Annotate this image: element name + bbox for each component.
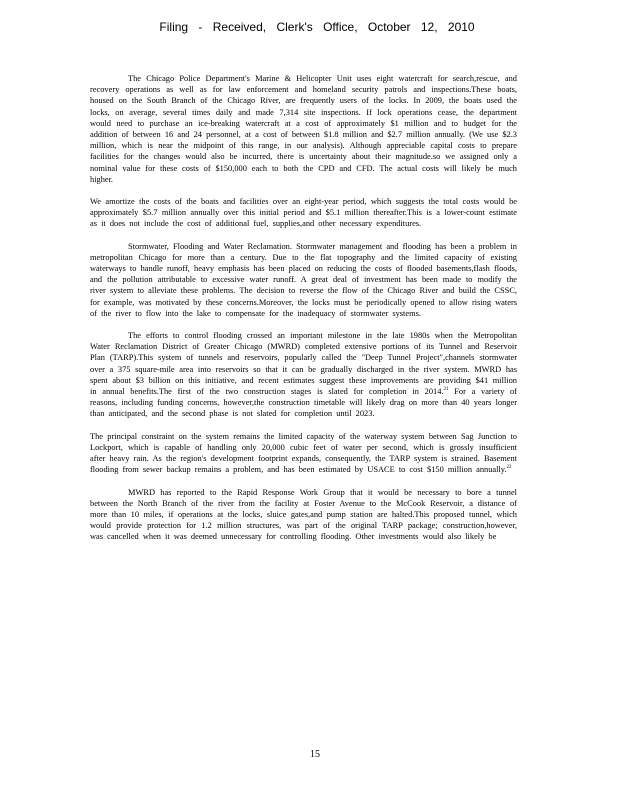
paragraph-tarp-continued: For a variety of reasons, including funding concerns, however,the construction timetable will likely drag on more than 40 years longer than anticipated, and the second phase is not slated for completion until 2023.: [90, 387, 517, 419]
document-body: [90, 73, 517, 554]
paragraph-mwrd-tunnel: MWRD has reported to the Rapid Response Work Group that it would be necessary to bore a tunnel between the North Branch of the river from the facility at Foster Avenue to the McCook Reservoir, a distance of more than 10 miles, if operations at the locks, sluice gates,and pump station are halted.This proposed tunnel, which would provide protection for 1.2 million structures, was part of the original TARP package; construction,however, was cancelled when it was deemed unnecessary for controlling flooding. Other investments would also likely be: [90, 487, 517, 542]
paragraph-stormwater: Stormwater, Flooding and Water Reclamation. Stormwater management and flooding has been a problem in metropolitan Chicago for more than a century. Due to the flat topography and the limited capacity of existing waterways to handle runoff, heavy emphasis has been placed on reducing the costs of flooded basements,flash floods, and the pollution attributable to excessive water runoff. A great deal of investment has been made to modify the river system to alleviate these problems. The decision to reverse the flow of the Chicago River and build the CSSC, for example, was motivated by these concerns.Moreover, the locks must be periodically opened to allow rising waters of the river to flow into the lake to compensate for the inadequacy of stormwater systems.: [90, 241, 517, 318]
paragraph-amortization: We amortize the costs of the boats and facilities over an eight-year period, which suggests the total costs would be approximately $5.7 million annually over this initial period and $5.1 million thereafter.This is a lower-count estimate as it does not include the cost of additional fuel, supplies,and other necessary expenditures.: [90, 197, 517, 229]
footnote-ref-21[interactable]: 21: [443, 387, 449, 393]
footnote-ref-22[interactable]: 22: [506, 465, 512, 471]
filing-header: Filing - Received, Clerk's Office, October 12, 2010: [159, 20, 475, 34]
paragraph-principal-constraint: [90, 431, 517, 476]
paragraph-tarp-text: The efforts to control flooding crossed an important milestone in the late 1980s when the Metropolitan Water Reclamation District of Greater Chicago (MWRD) completed extensive portions of its Tunnel and Reservoir Plan (TARP).This system of tunnels and reservoirs, popularly called the "Deep Tunnel Project",channels stormwater over a 375 square-mile area into reservoirs so that it can be gradually discharged in the river system. MWRD has spent about $3 billion on this initiative, and recent estimates suggest these improvements are providing $41 million in annual benefits.The first of the two construction stages is slated for completion in 2014.: [90, 331, 517, 397]
paragraph-tarp: [90, 330, 517, 420]
paragraph-constraint-text: The principal constraint on the system remains the limited capacity of the waterway system between Sag Junction to Lockport, which is capable of handling only 20,000 cubic feet of water per second, which is grossly insufficient after heavy rain. As the region's development footprint expands, consequently, the TARP system is strained. Basement flooding from sewer backup remains a problem, and has been estimated by USACE to cost $150 million annually.: [90, 431, 517, 475]
paragraph-police-watercraft: The Chicago Police Department's Marine & Helicopter Unit uses eight watercraft for search,rescue, and recovery operations as well as for law enforcement and homeland security patrols and inspections.These boats, housed on the South Branch of the Chicago River, are frequently users of the locks. In 2009, the boats used the locks, on average, several times daily and made 7,314 site inspections. If lock operations cease, the department would need to purchase an ice-breaking watercraft at a cost of approximately $1 million and to budget for the addition of between 16 and 24 personnel, at a cost of between $1.8 million and $2.7 million annually. (We use $2.3 million, which is near the midpoint of this range, in our analysis). Although appreciable capital costs to prepare facilities for the changes would also be incurred, there is uncertainty about their magnitude.so we assigned only a nominal value for these costs of $150,000 each to both the CPD and CFD. The actual costs will likely be much higher.: [90, 74, 517, 184]
page-number: 15: [310, 749, 320, 760]
